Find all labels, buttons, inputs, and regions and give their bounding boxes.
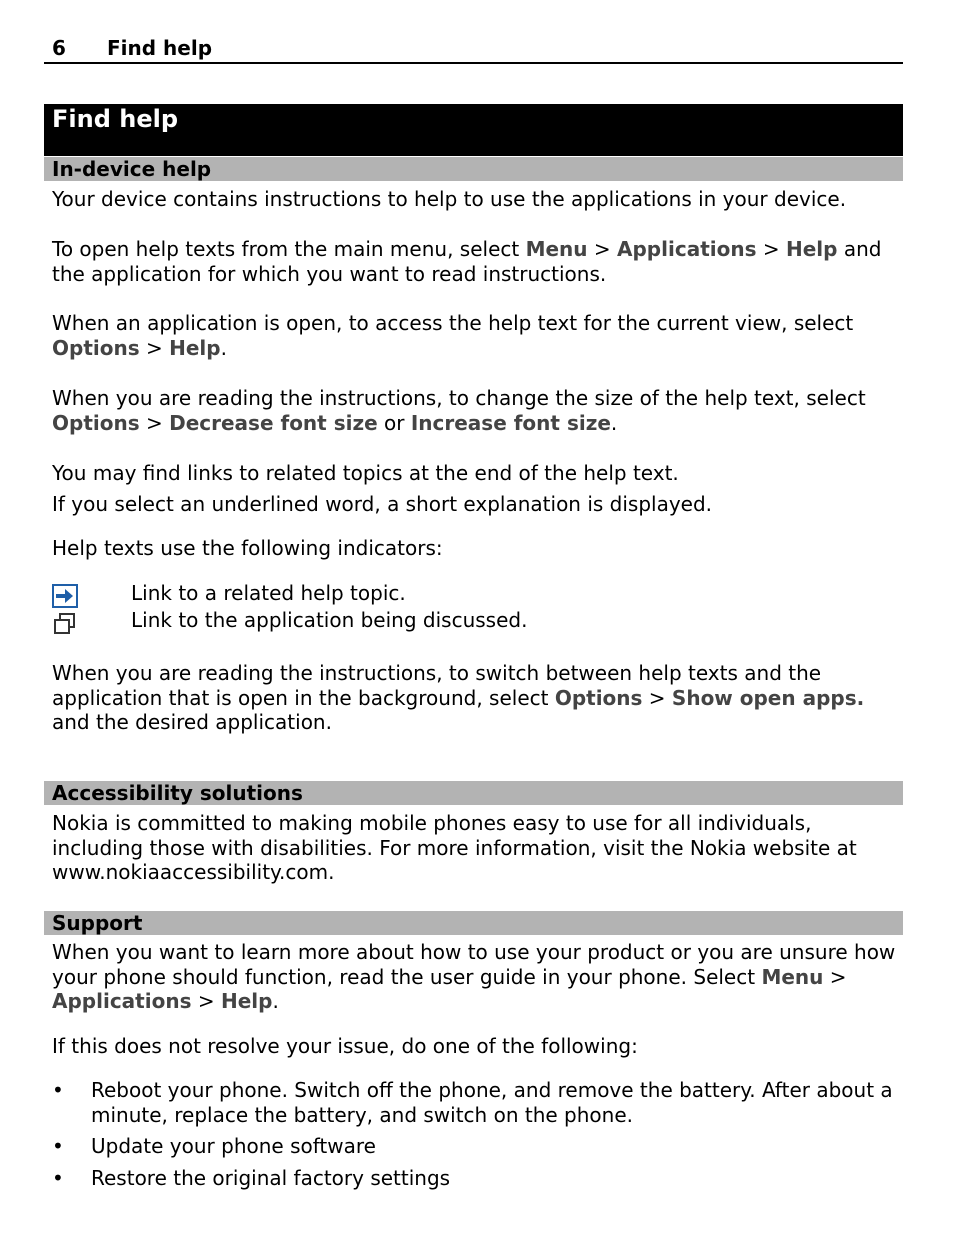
section-heading-in-device-help (44, 157, 903, 181)
bullet-marker: • (52, 1166, 64, 1190)
paragraph-text: To open help texts from the main menu, select (52, 237, 526, 261)
paragraph-text: When you are reading the instructions, to switch between help texts and the application that is open in the background, select (52, 661, 822, 710)
paragraph-text: and the application for which you want to read instructions. (52, 237, 882, 286)
menu-path-item: Show open apps. (671, 685, 865, 710)
paragraph (52, 311, 902, 360)
paragraph (52, 386, 902, 435)
paragraph (52, 661, 902, 735)
paragraph-text: When you are reading the instructions, to change the size of the help text, select (52, 386, 866, 410)
indicator-description: Link to a related help topic. (131, 581, 406, 605)
paragraph: If you select an underlined word, a short explanation is displayed. (52, 492, 713, 516)
paragraph: If this does not resolve your issue, do one of the following: (52, 1034, 638, 1058)
paragraph (52, 237, 902, 286)
menu-path-item: Decrease font size (169, 410, 378, 435)
menu-path-item: Help (169, 335, 221, 360)
menu-path-item: Help (220, 989, 273, 1013)
menu-path-separator: > (756, 237, 786, 261)
menu-path-item: Applications (617, 237, 757, 261)
running-title: Find help (107, 36, 213, 60)
menu-path-separator: > (139, 410, 170, 435)
menu-path-item: Options (52, 410, 140, 435)
paragraph: Your device contains instructions to help to use the applications in your device. (52, 187, 847, 211)
page-number: 6 (52, 36, 66, 60)
menu-path-separator: > (587, 237, 618, 261)
list-item: Update your phone software (91, 1134, 376, 1158)
paragraph-text: . (272, 989, 279, 1013)
menu-path-item: Options (554, 685, 643, 710)
menu-path-separator: > (823, 964, 847, 989)
section-title: Support (52, 911, 143, 935)
paragraph-text: . (610, 410, 618, 435)
menu-path-separator: > (139, 335, 170, 360)
menu-path-item: Menu (761, 964, 824, 989)
paragraph: Help texts use the following indicators: (52, 536, 443, 560)
paragraph-text: . (220, 335, 227, 360)
menu-path-separator: > (642, 685, 672, 710)
paragraph (52, 940, 902, 1014)
list-item: Restore the original factory settings (91, 1166, 451, 1190)
paragraph: You may find links to related topics at the end of the help text. (52, 461, 679, 485)
menu-path-item: Applications (52, 989, 192, 1013)
section-heading-accessibility (44, 781, 903, 805)
bullet-marker: • (52, 1134, 64, 1158)
section-title: In-device help (52, 157, 212, 181)
chapter-title: Find help (52, 105, 179, 133)
paragraph: Nokia is committed to making mobile phones easy to use for all individuals, including those with disabilities. For more information, visit the Nokia website at www.nokiaaccessibility.com. (52, 811, 857, 884)
menu-path-separator: > (191, 989, 221, 1013)
paragraph-text: When an application is open, to access the help text for the current view, select (52, 311, 854, 335)
paragraph-text: When you want to learn more about how to use your product or you are unsure how your phone should function, read the user guide in your phone. Select (52, 940, 896, 989)
paragraph-text: and the desired application. (52, 710, 332, 734)
list-item: Reboot your phone. Switch off the phone, and remove the battery. After about a minute, replace the battery, and switch on the phone. (91, 1078, 893, 1127)
related-topic-link-icon (52, 584, 78, 608)
menu-path-item: Increase font size (410, 410, 611, 435)
chapter-title-bar (44, 104, 903, 156)
paragraph-text: or (377, 410, 411, 435)
section-heading-support (44, 911, 903, 935)
menu-path-item: Menu (525, 237, 588, 261)
page-header (44, 34, 903, 64)
bullet-marker: • (52, 1078, 64, 1102)
indicator-description: Link to the application being discussed. (131, 608, 528, 632)
section-title: Accessibility solutions (52, 781, 303, 805)
menu-path-item: Help (785, 237, 838, 261)
application-link-icon (52, 612, 78, 636)
menu-path-item: Options (52, 335, 140, 360)
